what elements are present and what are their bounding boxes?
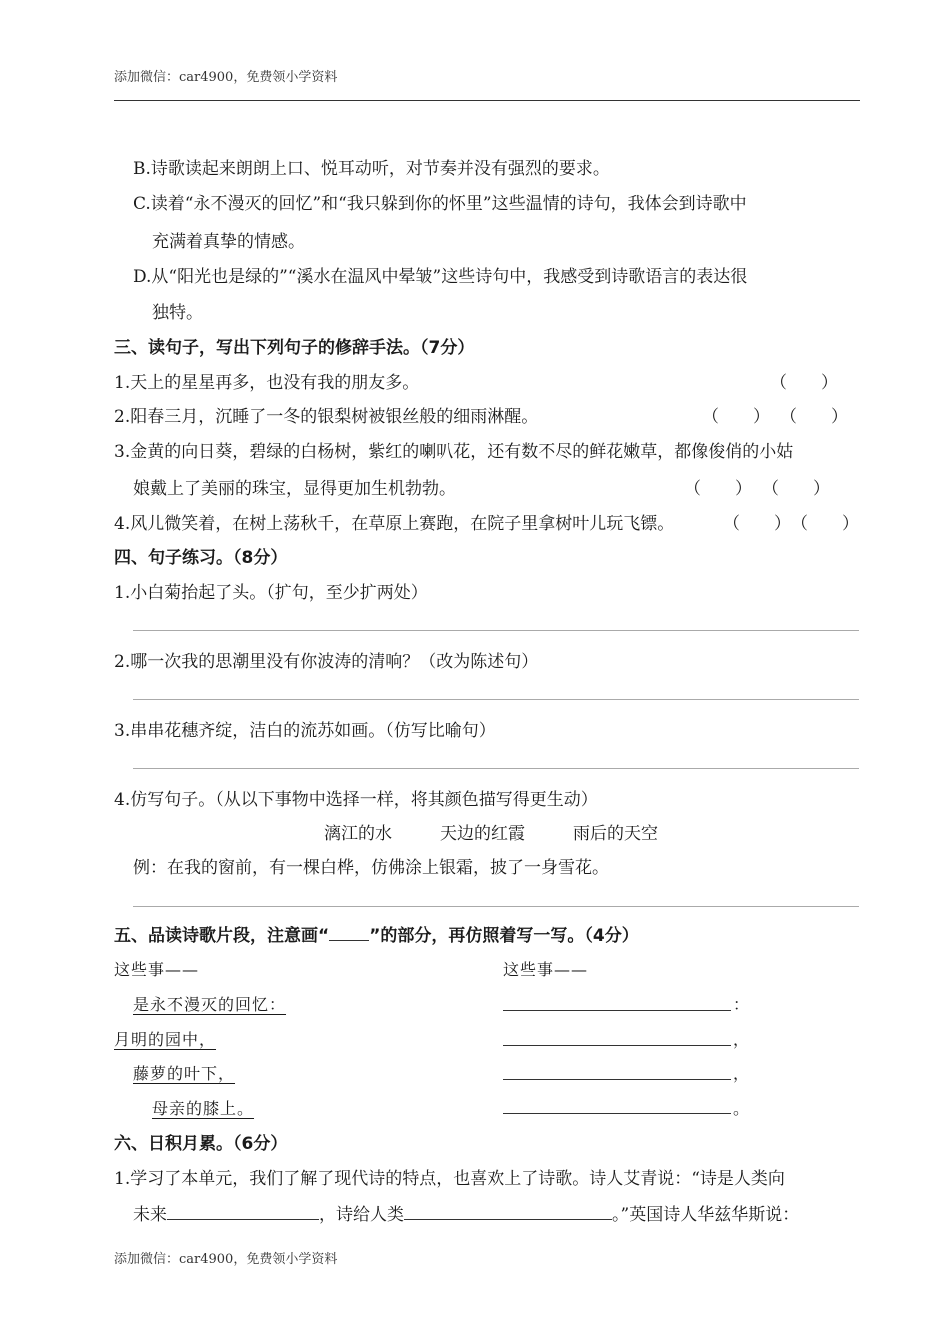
s4-q1: 1.小白菊抬起了头。（扩句，至少扩两处） [114,583,428,603]
s4-q2: 2.哪一次我的思潮里没有你波涛的清响？（改为陈述句） [114,652,539,672]
option-b: B.诗歌读起来朗朗上口、悦耳动听，对节奏并没有强烈的要求。 [133,159,610,179]
s4-example: 例：在我的窗前，有一棵白桦，仿佛涂上银霜，披了一身雪花。 [133,858,609,878]
poem-line-2: 月明的园中， [114,1030,217,1049]
s4-choice-3: 雨后的天空 [573,824,658,844]
s3-q3-line1: 3.金黄的向日葵，碧绿的白杨树，紫红的喇叭花，还有数不尽的鲜花嫩草，都像俊俏的小姑 [114,442,794,462]
s3-q2-answer-paren-2[interactable]: （ ） [780,407,848,427]
s4-q4: 4.仿写句子。（从以下事物中选择一样，将其颜色描写得更生动） [114,790,598,810]
s3-q2-answer-paren-1[interactable]: （ ） [702,407,770,427]
s3-q4: 4.风儿微笑着，在树上荡秋千，在草原上赛跑，在院子里拿树叶儿玩飞镖。 [114,514,675,534]
s6-q1-text-b: ，诗给人类 [319,1205,404,1225]
s3-q3-line2: 娘戴上了美丽的珠宝，显得更加生机勃勃。 [133,479,456,499]
s6-q1-blank-2[interactable] [404,1219,612,1220]
option-c-line1: C.读着“永不漫灭的回忆”和“我只躲到你的怀里”这些温情的诗句，我体会到诗歌中 [133,194,747,214]
s6-q1-line2 [133,1200,799,1225]
s6-q1-text-a: 未来 [133,1205,167,1225]
s6-q1-blank-1[interactable] [167,1219,319,1220]
imitation-punct-1: ： [733,995,751,1014]
s3-q1-answer-paren[interactable]: （ ） [770,373,838,393]
page-footer: 添加微信：car4900，免费领小学资料 [114,1252,338,1267]
s3-q3-answer-paren-2[interactable]: （ ） [762,479,830,499]
s3-q2: 2.阳春三月，沉睡了一冬的银梨树被银丝般的细雨淋醒。 [114,407,539,427]
imitation-blank-1[interactable] [503,1010,731,1011]
s4-q3: 3.串串花穗齐绽，洁白的流苏如画。（仿写比喻句） [114,721,496,741]
imitation-punct-4: 。 [733,1099,751,1118]
imitation-blank-3[interactable] [503,1079,731,1080]
section-6-title: 六、日积月累。（6分） [114,1134,288,1154]
s4-choice-2: 天边的红霞 [440,824,525,844]
imitation-blank-2[interactable] [503,1045,731,1046]
imitation-punct-2: ， [733,1030,751,1049]
option-c-line2: 充满着真挚的情感。 [152,232,305,252]
poem-line-3: 藤萝的叶下， [133,1064,236,1083]
section-5-title-part2: ”的部分，再仿照着写一写。（4分） [369,926,639,946]
section-3-title: 三、读句子，写出下列句子的修辞手法。（7分） [114,338,475,358]
imitation-blank-4[interactable] [503,1113,731,1114]
s6-q1-text-c: 。”英国诗人华兹华斯说： [612,1205,800,1225]
section-5-title [114,921,639,946]
s6-q1-line1: 1.学习了本单元，我们了解了现代诗的特点，也喜欢上了诗歌。诗人艾青说：“诗是人类向 [114,1169,785,1189]
poem-line-1: 是永不漫灭的回忆： [133,995,287,1014]
s4-choice-1: 漓江的水 [324,824,392,844]
s4-q4-answer-line[interactable] [133,906,859,907]
poem-left-head: 这些事—— [114,960,200,979]
header-rule [114,100,860,101]
option-d-line1: D.从“阳光也是绿的”“溪水在温风中晕皱”这些诗句中，我感受到诗歌语言的表达很 [133,267,748,287]
s4-q2-answer-line[interactable] [133,699,859,700]
s3-q4-answer-paren-2[interactable]: （ ） [791,514,859,534]
s3-q4-answer-paren-1[interactable]: （ ） [723,514,791,534]
page-header: 添加微信：car4900，免费领小学资料 [114,70,338,85]
s3-q1: 1.天上的星星再多，也没有我的朋友多。 [114,373,420,393]
section-4-title: 四、句子练习。（8分） [114,548,288,568]
underline-sample [329,940,369,941]
option-d-line2: 独特。 [152,303,203,323]
s4-q1-answer-line[interactable] [133,630,859,631]
section-5-title-part1: 五、品读诗歌片段，注意画“ [114,926,330,946]
poem-line-4: 母亲的膝上。 [152,1099,255,1118]
imitation-punct-3: ， [733,1064,751,1083]
s3-q3-answer-paren-1[interactable]: （ ） [684,479,752,499]
poem-right-head: 这些事—— [503,960,589,979]
s4-q3-answer-line[interactable] [133,768,859,769]
